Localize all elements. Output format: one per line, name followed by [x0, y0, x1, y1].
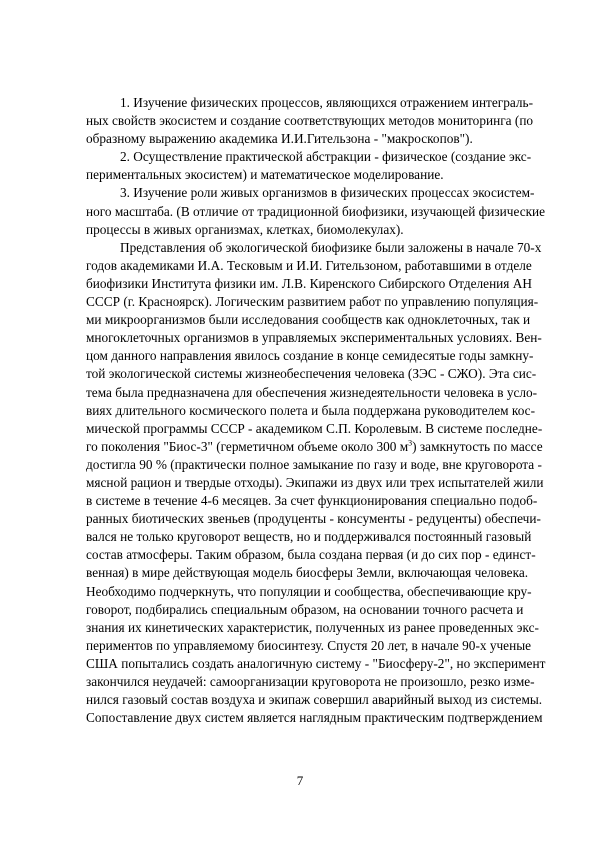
- text-line: тема была предназначена для обеспечения жизнедеятельности человека в усло-: [86, 384, 538, 400]
- text-line: говорот, подбирались специальным образом, на основании точного расчета и: [86, 601, 524, 617]
- paragraph-1: [86, 94, 534, 148]
- text-line: в системе в течение 4-6 месяцев. За счет функционирования специально подоб-: [86, 493, 538, 509]
- text-line: цом данного направления явилось создание в конце семидесятые годы замкну-: [86, 348, 534, 364]
- text-line: Представления об экологической биофизике были заложены в начале 70-х: [120, 239, 542, 255]
- text-line: той экологической системы жизнеобеспечения человека (ЗЭС - СЖО). Эта сис-: [86, 366, 537, 382]
- text-line: состав атмосферы. Таким образом, была создана первая (и до сих пор - единст-: [86, 547, 536, 563]
- text-line: многоклеточных организмов в управляемых экспериментальных условиях. Вен-: [86, 330, 542, 346]
- text-line: образному выражению академика И.И.Гительзона - "макроскопов").: [86, 131, 473, 147]
- text-line: вался не только круговорот веществ, но и поддерживался постоянный газовый: [86, 529, 532, 545]
- text-line: Сопоставление двух систем является наглядным практическим подтверждением: [86, 710, 543, 726]
- text-line: знания их кинетических характеристик, полученных из ранее проведенных экс-: [86, 619, 539, 635]
- text-line: ми микроорганизмов были исследования сообществ как одноклеточных, так и: [86, 312, 531, 328]
- text-line: США попытались создать аналогичную систему - "Биосферу-2", но эксперимент: [86, 655, 546, 671]
- page-number: 7: [296, 773, 304, 788]
- text-fragment: ) замкнутость по массе: [412, 438, 543, 454]
- text-fragment: го поколения "Биос-3" (герметичном объеме около 300 м: [86, 438, 409, 454]
- text-line: закончился неудачей: самоорганизации круговорота не произошло, резко изме-: [86, 674, 535, 689]
- text-line: 1. Изучение физических процессов, являющихся отражением интеграль-: [120, 95, 534, 110]
- paragraph-4: [86, 239, 546, 728]
- text-line: процессы в живых организмах, клетках, биомолекулах).: [86, 221, 404, 237]
- body-text: [86, 94, 546, 727]
- text-line: периментальных экосистем) и математическое моделирование.: [86, 167, 444, 183]
- text-line: достигла 90 % (практически полное замыкание по газу и воде, вне круговорота -: [86, 456, 542, 472]
- text-line: биофизики Института физики им. Л.В. Киренского Сибирского Отделения АН: [86, 275, 532, 291]
- text-line: 3. Изучение роли живых организмов в физических процессах экосистем-: [120, 185, 535, 201]
- text-line: мической программы СССР - академиком С.П. Королевым. В системе последне-: [86, 420, 543, 436]
- text-line: ранных биотических звеньев (продуценты - консументы - редуценты) обеспечи-: [86, 511, 541, 527]
- text-line: венная) в мире действующая модель биосферы Земли, включающая человека.: [86, 565, 529, 581]
- paragraph-2: [86, 148, 532, 184]
- text-line: годов академиками И.А. Тесковым и И.И. Гительзоном, работавшими в отделе: [86, 257, 532, 273]
- text-line: нился газовый состав воздуха и экипаж совершил аварийный выход из системы.: [86, 692, 543, 708]
- text-line: периментов по управляемому биосинтезу. Спустя 20 лет, в начале 90-х ученые: [86, 637, 532, 653]
- text-line: мясной рацион и твердые отходы). Экипажи из двух или трех испытателей жили: [86, 474, 544, 490]
- text-line-with-superscript: [86, 438, 543, 456]
- text-line: Необходимо подчеркнуть, что популяции и сообщества, обеспечивающие кру-: [86, 583, 532, 599]
- superscript: 3: [408, 438, 413, 448]
- text-line: СССР (г. Красноярск). Логическим развитием работ по управлению популяция-: [86, 294, 539, 310]
- text-line: виях длительного космического полета и была поддержана руководителем кос-: [86, 402, 536, 418]
- text-line: 2. Осуществление практической абстракции - физическое (создание экс-: [120, 149, 532, 165]
- paragraph-3: [86, 184, 546, 238]
- text-line: ных свойств экосистем и создание соответствующих методов мониторинга (по: [86, 113, 534, 129]
- text-line: ного масштаба. (В отличие от традиционной биофизики, изучающей физические: [86, 203, 546, 219]
